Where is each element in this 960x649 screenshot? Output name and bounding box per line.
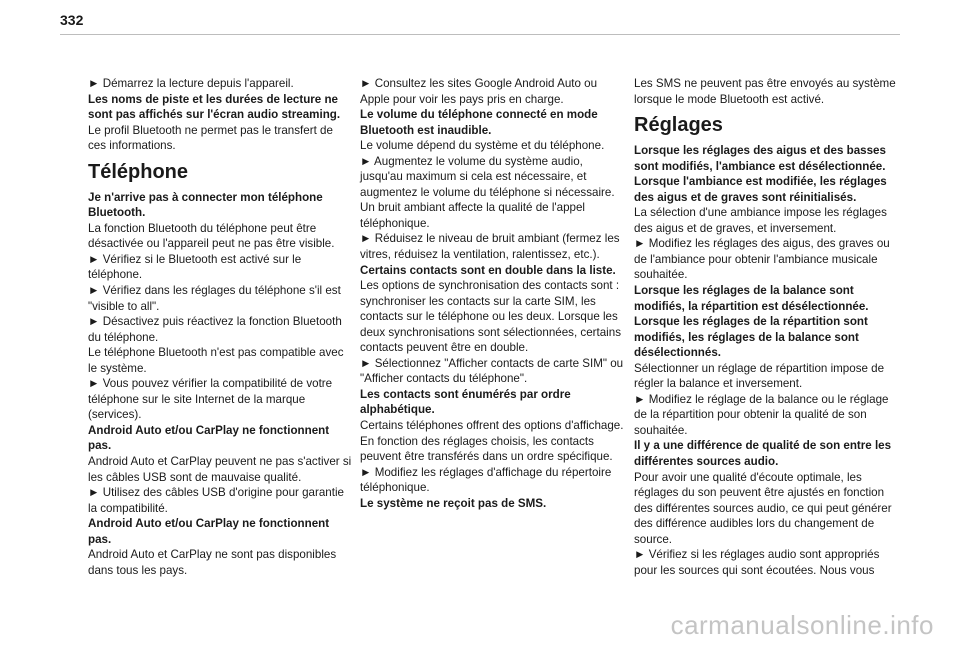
body-paragraph: Pour avoir une qualité d'écoute optimale, les réglages du son peuvent être ajustés en fonction des différentes sources audio, ce qui peut générer des différence audibles lors du changement de source. [634,470,892,546]
problem-statement: Android Auto et/ou CarPlay ne fonctionnent pas. [88,517,330,546]
problem-statement: Lorsque les réglages des aigus et des basses sont modifiés, l'ambiance est désélectionnée. Lorsque l'ambiance est modifiée, les réglages des aigus et de graves sont réinitialisés. [634,144,887,204]
body-paragraph: Android Auto et CarPlay peuvent ne pas s'activer si les câbles USB sont de mauvaise qualité. [88,455,352,484]
body-paragraph: ► Démarrez la lecture depuis l'appareil. [88,77,294,90]
body-paragraph: La fonction Bluetooth du téléphone peut être désactivée ou l'appareil peut ne pas être visible. [88,221,335,251]
body-paragraph: ► Modifiez les réglages d'affichage du répertoire téléphonique. [360,465,612,495]
body-paragraph: Les options de synchronisation des contacts sont : synchroniser les contacts sur la carte SIM, les contacts sur le téléphone ou les deux. Lorsque les deux synchronisations sont sélectionnées, certains contacts peuvent être en double. [360,279,622,355]
text-column-right [634,76,899,578]
header-divider [60,34,900,35]
page-number: 332 [60,12,84,28]
body-paragraph: ► Augmentez le volume du système audio, jusqu'au maximum si cela est nécessaire, et augmentez le volume du téléphone si nécessaire. [360,154,615,199]
body-paragraph: La sélection d'une ambiance impose les réglages des aigus et de graves, et inversement. [634,206,887,235]
body-paragraph: ► Vérifiez si le Bluetooth est activé sur le téléphone. [88,252,302,282]
problem-statement: Il y a une différence de qualité de son entre les différentes sources audio. [634,439,892,469]
problem-statement: Android Auto et/ou CarPlay ne fonctionnent pas. [88,423,330,453]
section-heading: Réglages [634,114,723,137]
body-paragraph: ► Réduisez le niveau de bruit ambiant (fermez les vitres, réduisez la ventilation, ralentissez, etc.). [360,232,620,262]
body-paragraph: ► Utilisez des câbles USB d'origine pour garantie la compatibilité. [88,486,344,515]
body-paragraph: Le téléphone Bluetooth n'est pas compatible avec le système. [88,346,344,375]
body-paragraph: ► Sélectionnez "Afficher contacts de carte SIM" ou "Afficher contacts du téléphone". [360,356,624,386]
problem-statement: Le système ne reçoit pas de SMS. [360,496,547,510]
body-paragraph: Sélectionner un réglage de répartition impose de régler la balance et inversement. [634,361,885,391]
problem-statement: Les noms de piste et les durées de lecture ne sont pas affichés sur l'écran audio streaming. [88,92,341,122]
body-paragraph: ► Modifiez les réglages des aigus, des graves ou de l'ambiance pour obtenir l'ambiance musicale souhaitée. [634,237,890,282]
section-heading: Téléphone [88,160,189,183]
watermark: carmanualsonline.info [670,610,934,640]
body-paragraph: Android Auto et CarPlay ne sont pas disponibles dans tous les pays. [88,548,337,577]
body-paragraph: ► Modifiez le réglage de la balance ou le réglage de la répartition pour obtenir la qualité de son souhaitée. [634,392,889,437]
body-paragraph: Certains téléphones offrent des options d'affichage. En fonction des réglages choisis, les contacts peuvent être transférés dans un ordre spécifique. [360,419,624,464]
problem-statement: Certains contacts sont en double dans la liste. [360,263,616,277]
text-column-left [88,76,353,578]
problem-statement: Le volume du téléphone connecté en mode Bluetooth est inaudible. [360,108,598,137]
body-paragraph: Un bruit ambiant affecte la qualité de l'appel téléphonique. [360,201,586,230]
body-paragraph: ► Consultez les sites Google Android Auto ou Apple pour voir les pays pris en charge. [360,77,598,106]
text-column-middle [360,76,625,511]
body-paragraph: Le volume dépend du système et du téléphone. [360,139,605,153]
body-paragraph: ► Vérifiez si les réglages audio sont appropriés pour les sources qui sont écoutées. Nous vous [634,548,880,577]
problem-statement: Je n'arrive pas à connecter mon téléphone Bluetooth. [88,190,323,220]
body-paragraph: Le profil Bluetooth ne permet pas le transfert de ces informations. [88,123,333,153]
problem-statement: Les contacts sont énumérés par ordre alphabétique. [360,387,571,417]
body-paragraph: ► Désactivez puis réactivez la fonction Bluetooth du téléphone. [88,315,342,344]
body-paragraph: ► Vous pouvez vérifier la compatibilité de votre téléphone sur le site Internet de la marque (services). [88,377,333,422]
problem-statement: Lorsque les réglages de la balance sont modifiés, la répartition est désélectionnée. Lorsque les réglages de la répartition sont modifiés, les réglages de la balance sont désélectionnés. [634,284,869,360]
body-paragraph: ► Vérifiez dans les réglages du téléphone s'il est "visible to all". [88,284,341,313]
body-paragraph: Les SMS ne peuvent pas être envoyés au système lorsque le mode Bluetooth est activé. [634,77,896,106]
